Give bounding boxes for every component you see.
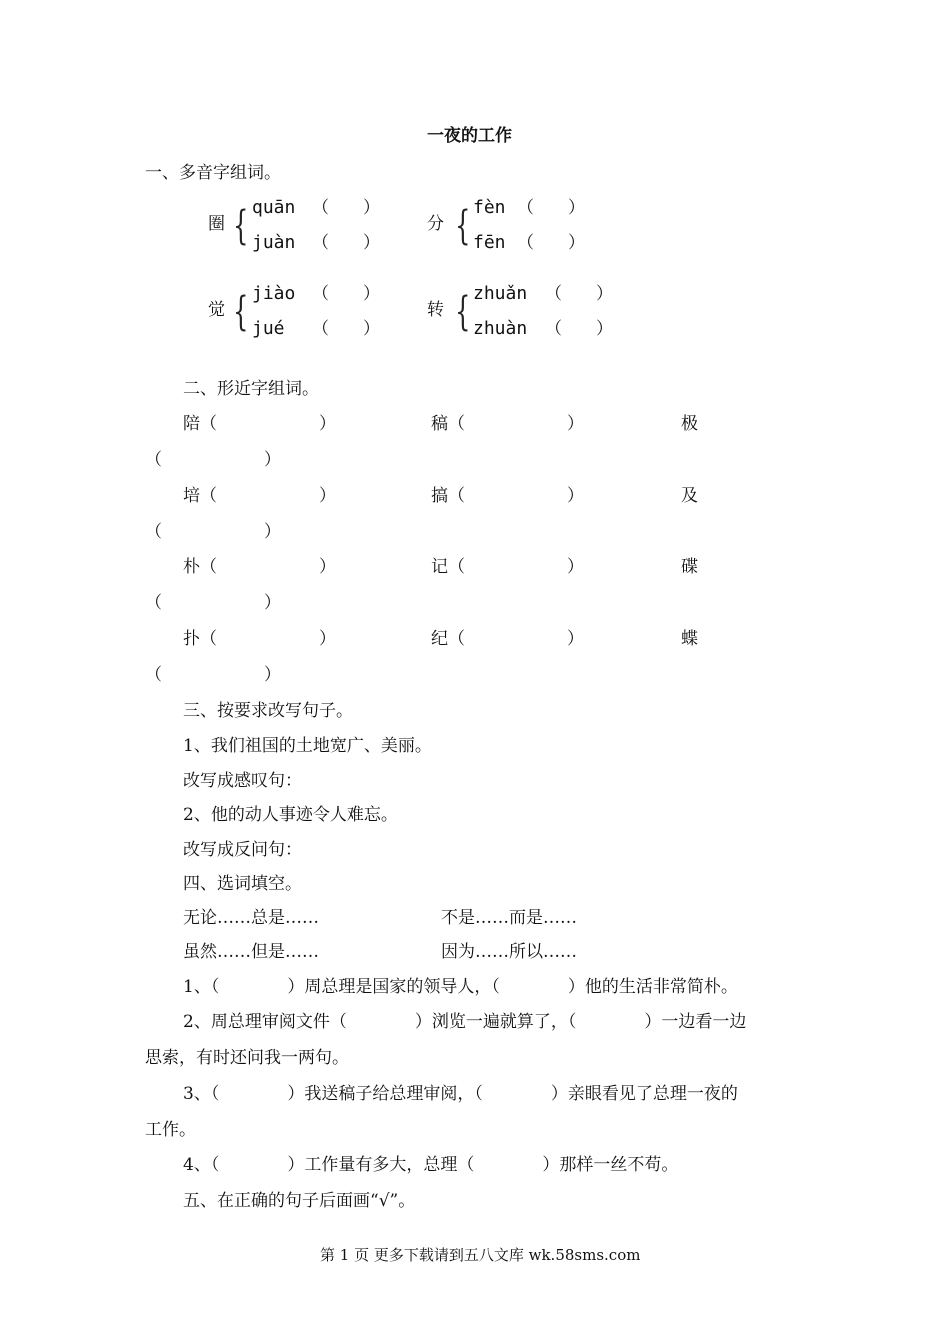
pinyin: quān xyxy=(252,197,296,218)
answer-blank: （ ） xyxy=(545,319,613,339)
answer-blank: （ ） xyxy=(517,198,585,218)
answer-blank: （ ） xyxy=(312,284,380,304)
word-option: 虽然……但是…… xyxy=(183,942,319,962)
word-item-blank: （ ） xyxy=(145,665,281,685)
word-item: 培（ ） xyxy=(183,486,336,506)
brace-icon: { xyxy=(233,289,249,335)
question-line: 1、（ ）周总理是国家的领导人，（ ）他的生活非常简朴。 xyxy=(183,977,738,997)
word-item-char: 及 xyxy=(681,486,698,506)
word-option: 因为……所以…… xyxy=(441,942,577,962)
section1-heading: 一、多音字组词。 xyxy=(145,163,281,183)
word-item: 朴（ ） xyxy=(183,557,336,577)
answer-blank: （ ） xyxy=(312,319,380,339)
word-item: 扑（ ） xyxy=(183,629,336,649)
section5-heading: 五、在正确的句子后面画“√”。 xyxy=(183,1191,416,1211)
word-item: 陪（ ） xyxy=(183,414,336,434)
pinyin: jiào xyxy=(252,283,296,304)
pinyin: fèn xyxy=(473,197,506,218)
word-item: 记（ ） xyxy=(431,557,584,577)
word-item: 搞（ ） xyxy=(431,486,584,506)
brace-icon: { xyxy=(455,203,471,249)
page-footer: 第 1 页 更多下载请到五八文库 wk.58sms.com xyxy=(320,1246,641,1264)
question-line: 工作。 xyxy=(145,1120,196,1140)
word-item: 稿（ ） xyxy=(431,414,584,434)
word-item-blank: （ ） xyxy=(145,522,281,542)
polyphone-char: 分 xyxy=(427,214,444,234)
pinyin: zhuǎn xyxy=(473,283,528,304)
polyphone-char: 圈 xyxy=(208,214,225,234)
answer-blank: （ ） xyxy=(545,284,613,304)
exercise-line: 2、他的动人事迹令人难忘。 xyxy=(183,805,398,825)
question-line: 4、（ ）工作量有多大，总理（ ）那样一丝不苟。 xyxy=(183,1155,679,1175)
word-item-blank: （ ） xyxy=(145,593,281,613)
word-item: 纪（ ） xyxy=(431,629,584,649)
question-line: 2、周总理审阅文件（ ）浏览一遍就算了，（ ）一边看一边 xyxy=(183,1012,747,1032)
exercise-line: 改写成反问句： xyxy=(183,840,302,860)
page-title: 一夜的工作 xyxy=(427,126,512,146)
answer-blank: （ ） xyxy=(312,198,380,218)
exercise-line: 1、我们祖国的土地宽广、美丽。 xyxy=(183,736,432,756)
brace-icon: { xyxy=(455,289,471,335)
word-option: 不是……而是…… xyxy=(441,908,577,928)
answer-blank: （ ） xyxy=(312,233,380,253)
word-item-char: 蝶 xyxy=(681,629,698,649)
word-item-blank: （ ） xyxy=(145,450,281,470)
answer-blank: （ ） xyxy=(517,233,585,253)
pinyin: fēn xyxy=(473,232,506,253)
section2-heading: 二、形近字组词。 xyxy=(183,379,319,399)
pinyin: juàn xyxy=(252,232,296,253)
pinyin: zhuàn xyxy=(473,318,528,339)
section4-heading: 四、选词填空。 xyxy=(183,874,302,894)
brace-icon: { xyxy=(233,203,249,249)
exercise-line: 改写成感叹句： xyxy=(183,771,302,791)
question-line: 思索，有时还问我一两句。 xyxy=(145,1048,349,1068)
polyphone-char: 转 xyxy=(427,300,444,320)
word-option: 无论……总是…… xyxy=(183,908,319,928)
section3-heading: 三、按要求改写句子。 xyxy=(183,701,353,721)
word-item-char: 极 xyxy=(681,414,698,434)
polyphone-char: 觉 xyxy=(208,300,225,320)
pinyin: jué xyxy=(252,318,285,339)
word-item-char: 碟 xyxy=(681,557,698,577)
question-line: 3、（ ）我送稿子给总理审阅，（ ）亲眼看见了总理一夜的 xyxy=(183,1084,738,1104)
